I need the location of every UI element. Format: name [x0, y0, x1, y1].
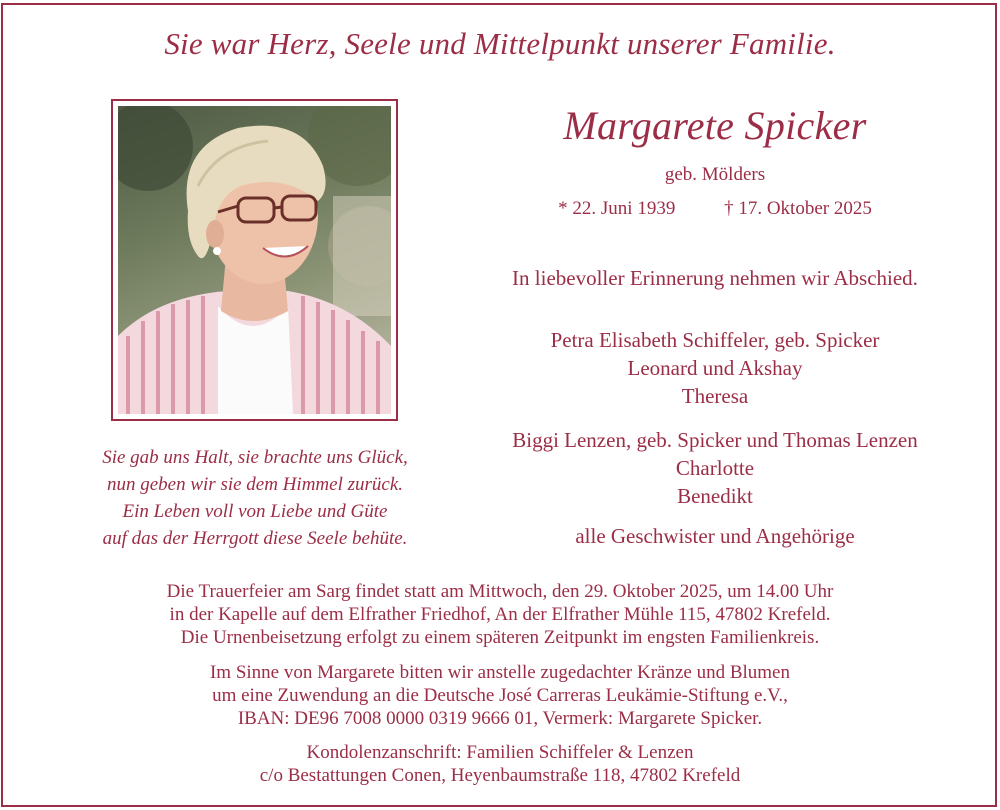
deceased-name: Margarete Spicker — [563, 103, 867, 148]
life-dates — [500, 198, 930, 220]
condolence-line: Kondolenzanschrift: Familien Schiffeler & Lenzen — [306, 742, 694, 763]
donation-line: IBAN: DE96 7008 0000 0319 9666 01, Vermerk: Margarete Spicker. — [237, 708, 763, 729]
headline: Sie war Herz, Seele und Mittelpunkt unserer Familie. — [164, 26, 836, 61]
family-member: Biggi Lenzen, geb. Spicker und Thomas Lenzen — [512, 428, 918, 452]
portrait-frame — [111, 99, 398, 421]
ceremony-line: Die Urnenbeisetzung erfolgt zu einem späteren Zeitpunkt im engsten Familienkreis. — [180, 627, 820, 648]
family-member: Leonard und Akshay — [627, 356, 803, 380]
condolence-address — [0, 741, 1000, 787]
farewell-line: In liebevoller Erinnerung nehmen wir Abschied. — [512, 266, 918, 290]
condolence-line: c/o Bestattungen Conen, Heyenbaumstraße 118, 47802 Krefeld — [259, 765, 741, 786]
poem-line: Sie gab uns Halt, sie brachte uns Glück, — [102, 447, 408, 468]
ceremony-info — [0, 580, 1000, 649]
poem-line: auf das der Herrgott diese Seele behüte. — [102, 528, 408, 549]
relatives-line: alle Geschwister und Angehörige — [575, 524, 855, 548]
maiden-name: geb. Mölders — [664, 164, 766, 185]
poem-line: nun geben wir sie dem Himmel zurück. — [106, 474, 404, 495]
portrait-photo — [118, 106, 391, 414]
ceremony-line: Die Trauerfeier am Sarg findet statt am Mittwoch, den 29. Oktober 2025, um 14.00 Uhr — [166, 581, 834, 602]
death-date: † 17. Oktober 2025 — [724, 198, 872, 219]
donation-info — [0, 661, 1000, 730]
family-member: Charlotte — [675, 456, 755, 480]
donation-line: Im Sinne von Margarete bitten wir anstelle zugedachter Kränze und Blumen — [209, 662, 790, 683]
family-group-schiffeler — [470, 326, 960, 410]
ceremony-line: in der Kapelle auf dem Elfrather Friedhof, An der Elfrather Mühle 115, 47802 Krefeld. — [169, 604, 831, 625]
family-member: Theresa — [681, 384, 749, 408]
poem-line: Ein Leben voll von Liebe und Güte — [122, 501, 388, 522]
family-member: Petra Elisabeth Schiffeler, geb. Spicker — [550, 328, 880, 352]
family-member: Benedikt — [677, 484, 753, 508]
family-group-lenzen — [470, 426, 960, 510]
donation-line: um eine Zuwendung an die Deutsche José Carreras Leukämie-Stiftung e.V., — [212, 685, 788, 706]
memorial-poem — [60, 444, 450, 552]
birth-date: * 22. Juni 1939 — [558, 198, 676, 219]
portrait-illustration — [118, 106, 391, 414]
